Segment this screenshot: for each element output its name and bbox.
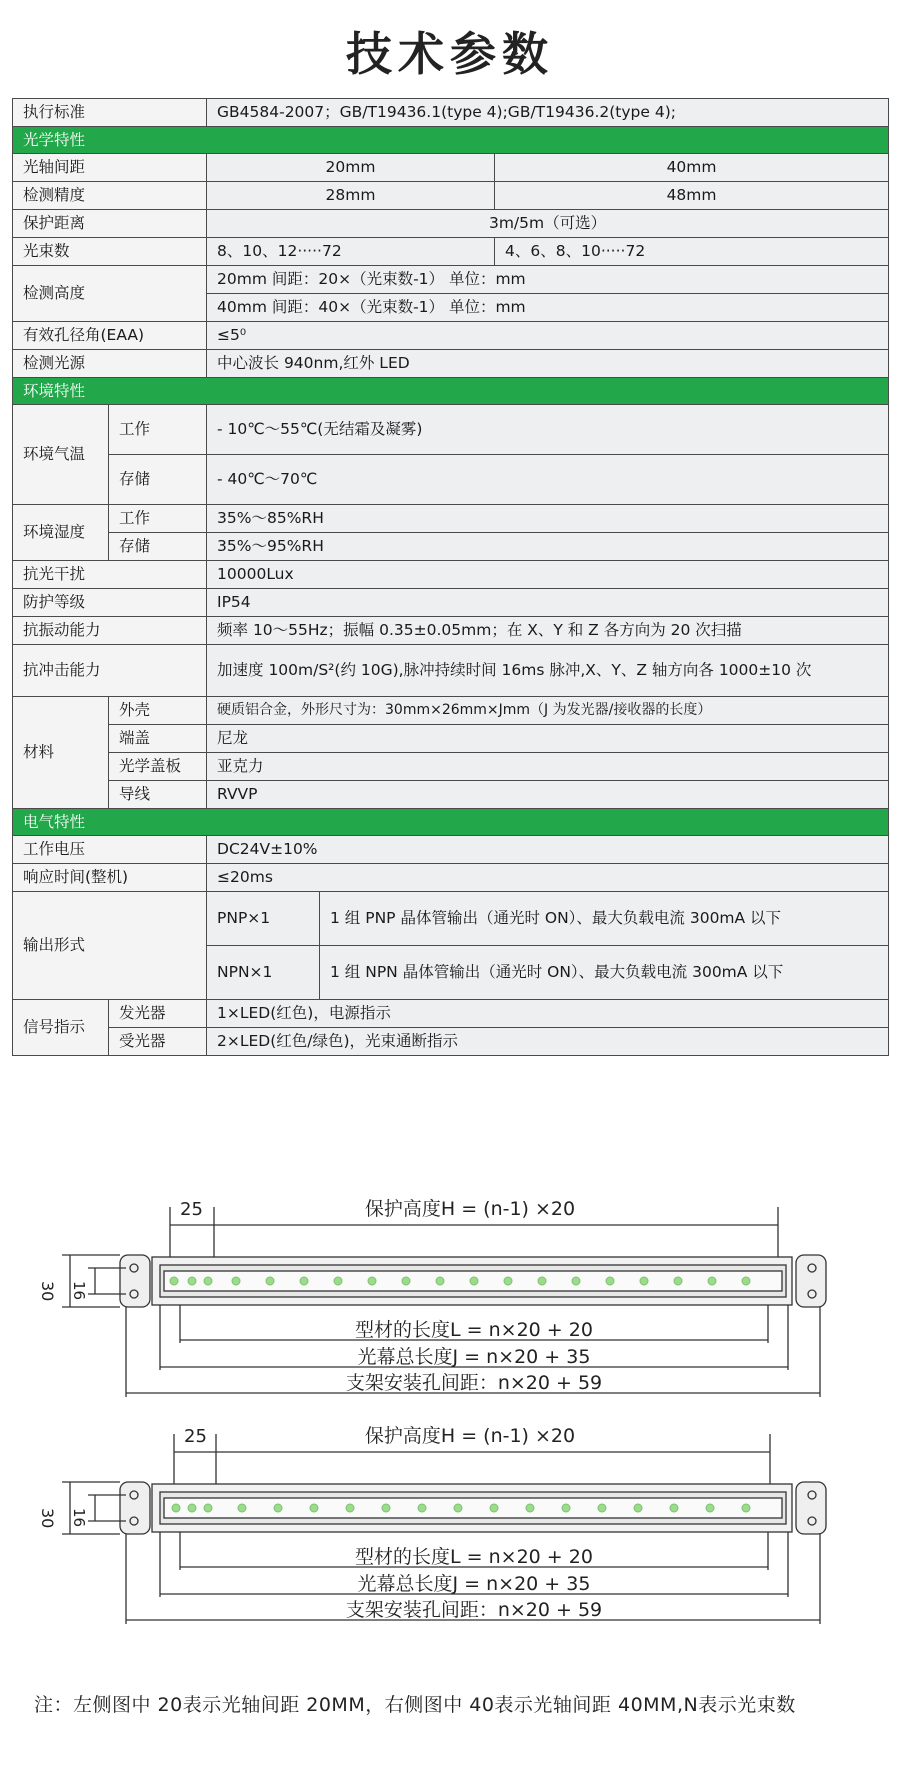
row-sublabel: 光学盖板 xyxy=(109,753,207,781)
row-label: 保护距离 xyxy=(13,210,207,238)
row-value: 2×LED(红色/绿色)，光束通断指示 xyxy=(207,1028,889,1056)
table-row xyxy=(13,505,889,533)
page-title: 技术参数 xyxy=(346,27,554,81)
row-label: 材料 xyxy=(13,697,109,809)
table-row xyxy=(13,589,889,617)
diagram-svg xyxy=(40,1412,880,1642)
row-value: 35%～95%RH xyxy=(207,533,889,561)
row-label: 输出形式 xyxy=(13,892,207,1000)
row-label: 响应时间(整机) xyxy=(13,864,207,892)
row-value: 1 组 PNP 晶体管输出（通光时 ON）、最大负载电流 300mA 以下 xyxy=(320,892,889,946)
dimension-diagram-20mm xyxy=(40,1185,880,1415)
dim-bracket-spacing: 支架安装孔间距：n×20 + 59 xyxy=(345,1599,603,1621)
row-label: 抗冲击能力 xyxy=(13,645,207,697)
dim-30: 30 xyxy=(38,1281,57,1302)
row-value: 35%～85%RH xyxy=(207,505,889,533)
row-label: 检测高度 xyxy=(13,266,207,322)
row-value: 4、6、8、10·····72 xyxy=(495,238,889,266)
dim-profile-length: 型材的长度L = n×20 + 20 xyxy=(355,1319,593,1341)
row-sublabel: 受光器 xyxy=(109,1028,207,1056)
table-row xyxy=(13,697,889,725)
table-row xyxy=(13,266,889,294)
row-label: 检测光源 xyxy=(13,350,207,378)
row-value: 20mm 间距：20×（光束数-1） 单位：mm xyxy=(207,266,889,294)
row-sublabel: PNP×1 xyxy=(207,892,320,946)
dim-25: 25 xyxy=(184,1426,207,1447)
row-label: 防护等级 xyxy=(13,589,207,617)
row-sublabel: 发光器 xyxy=(109,1000,207,1028)
row-label: 检测精度 xyxy=(13,182,207,210)
table-row xyxy=(13,781,889,809)
row-label: 信号指示 xyxy=(13,1000,109,1056)
table-row xyxy=(13,238,889,266)
table-row xyxy=(13,182,889,210)
table-row xyxy=(13,210,889,238)
row-value: 频率 10～55Hz；振幅 0.35±0.05mm；在 X、Y 和 Z 各方向为 20 次扫描 xyxy=(207,617,889,645)
row-value: 28mm xyxy=(207,182,495,210)
row-value: ≤5⁰ xyxy=(207,322,889,350)
row-value: GB4584-2007；GB/T19436.1(type 4);GB/T19436.2(type 4); xyxy=(207,99,889,127)
row-sublabel: NPN×1 xyxy=(207,946,320,1000)
section-title: 光学特性 xyxy=(13,127,889,154)
table-row xyxy=(13,455,889,505)
row-sublabel: 存储 xyxy=(109,533,207,561)
table-row xyxy=(13,350,889,378)
table-row xyxy=(13,561,889,589)
dim-profile-length: 型材的长度L = n×20 + 20 xyxy=(355,1546,593,1568)
row-label: 有效孔径角(EAA) xyxy=(13,322,207,350)
row-value: - 40℃～70℃ xyxy=(207,455,889,505)
row-label: 抗光干扰 xyxy=(13,561,207,589)
row-value: 亚克力 xyxy=(207,753,889,781)
table-row xyxy=(13,533,889,561)
row-sublabel: 导线 xyxy=(109,781,207,809)
row-label: 环境气温 xyxy=(13,405,109,505)
dim-16: 16 xyxy=(70,1281,88,1301)
row-value: 3m/5m（可选） xyxy=(207,210,889,238)
row-label: 环境湿度 xyxy=(13,505,109,561)
row-value: - 10℃～55℃(无结霜及凝雾) xyxy=(207,405,889,455)
dim-bracket-spacing: 支架安装孔间距：n×20 + 59 xyxy=(345,1372,603,1394)
row-value: 加速度 100m/S²(约 10G),脉冲持续时间 16ms 脉冲,X、Y、Z 轴方向各 1000±10 次 xyxy=(207,645,889,697)
dim-30: 30 xyxy=(38,1508,57,1529)
spec-table xyxy=(12,98,889,1056)
dim-total-length: 光幕总长度J = n×20 + 35 xyxy=(357,1346,591,1368)
row-label: 工作电压 xyxy=(13,836,207,864)
table-row xyxy=(13,892,889,946)
table-row xyxy=(13,725,889,753)
table-row xyxy=(13,322,889,350)
row-value: 1 组 NPN 晶体管输出（通光时 ON）、最大负载电流 300mA 以下 xyxy=(320,946,889,1000)
table-row xyxy=(13,99,889,127)
row-sublabel: 外壳 xyxy=(109,697,207,725)
row-value: 10000Lux xyxy=(207,561,889,589)
row-value: 40mm xyxy=(495,154,889,182)
dim-25: 25 xyxy=(180,1199,203,1220)
section-header xyxy=(13,809,889,836)
row-value: 20mm xyxy=(207,154,495,182)
table-row xyxy=(13,1028,889,1056)
row-label: 执行标准 xyxy=(13,99,207,127)
diagram-svg xyxy=(40,1185,880,1415)
row-value: 尼龙 xyxy=(207,725,889,753)
table-row xyxy=(13,836,889,864)
dimension-diagram-40mm xyxy=(40,1412,880,1642)
table-row xyxy=(13,645,889,697)
table-row xyxy=(13,617,889,645)
table-row xyxy=(13,1000,889,1028)
row-value: 8、10、12·····72 xyxy=(207,238,495,266)
row-sublabel: 工作 xyxy=(109,505,207,533)
dim-protect-height: 保护高度H = (n-1) ×20 xyxy=(364,1198,576,1220)
row-value: 40mm 间距：40×（光束数-1） 单位：mm xyxy=(207,294,889,322)
row-value: 1×LED(红色)，电源指示 xyxy=(207,1000,889,1028)
section-title: 电气特性 xyxy=(13,809,889,836)
row-value: 48mm xyxy=(495,182,889,210)
row-sublabel: 端盖 xyxy=(109,725,207,753)
row-sublabel: 工作 xyxy=(109,405,207,455)
row-label: 光束数 xyxy=(13,238,207,266)
row-label: 光轴间距 xyxy=(13,154,207,182)
row-value: RVVP xyxy=(207,781,889,809)
table-row xyxy=(13,864,889,892)
row-value: 硬质铝合金，外形尺寸为：30mm×26mm×Jmm（J 为发光器/接收器的长度） xyxy=(207,697,889,725)
section-header xyxy=(13,378,889,405)
row-label: 抗振动能力 xyxy=(13,617,207,645)
dim-16: 16 xyxy=(70,1508,88,1528)
dim-protect-height: 保护高度H = (n-1) ×20 xyxy=(364,1425,576,1447)
row-value: ≤20ms xyxy=(207,864,889,892)
row-value: 中心波长 940nm,红外 LED xyxy=(207,350,889,378)
table-row xyxy=(13,753,889,781)
section-title: 环境特性 xyxy=(13,378,889,405)
section-header xyxy=(13,127,889,154)
row-sublabel: 存储 xyxy=(109,455,207,505)
table-row xyxy=(13,154,889,182)
table-row xyxy=(13,405,889,455)
row-value: DC24V±10% xyxy=(207,836,889,864)
row-value: IP54 xyxy=(207,589,889,617)
footnote: 注：左侧图中 20表示光轴间距 20MM，右侧图中 40表示光轴间距 40MM,N表示光束数 xyxy=(34,1694,796,1716)
dim-total-length: 光幕总长度J = n×20 + 35 xyxy=(357,1573,591,1595)
